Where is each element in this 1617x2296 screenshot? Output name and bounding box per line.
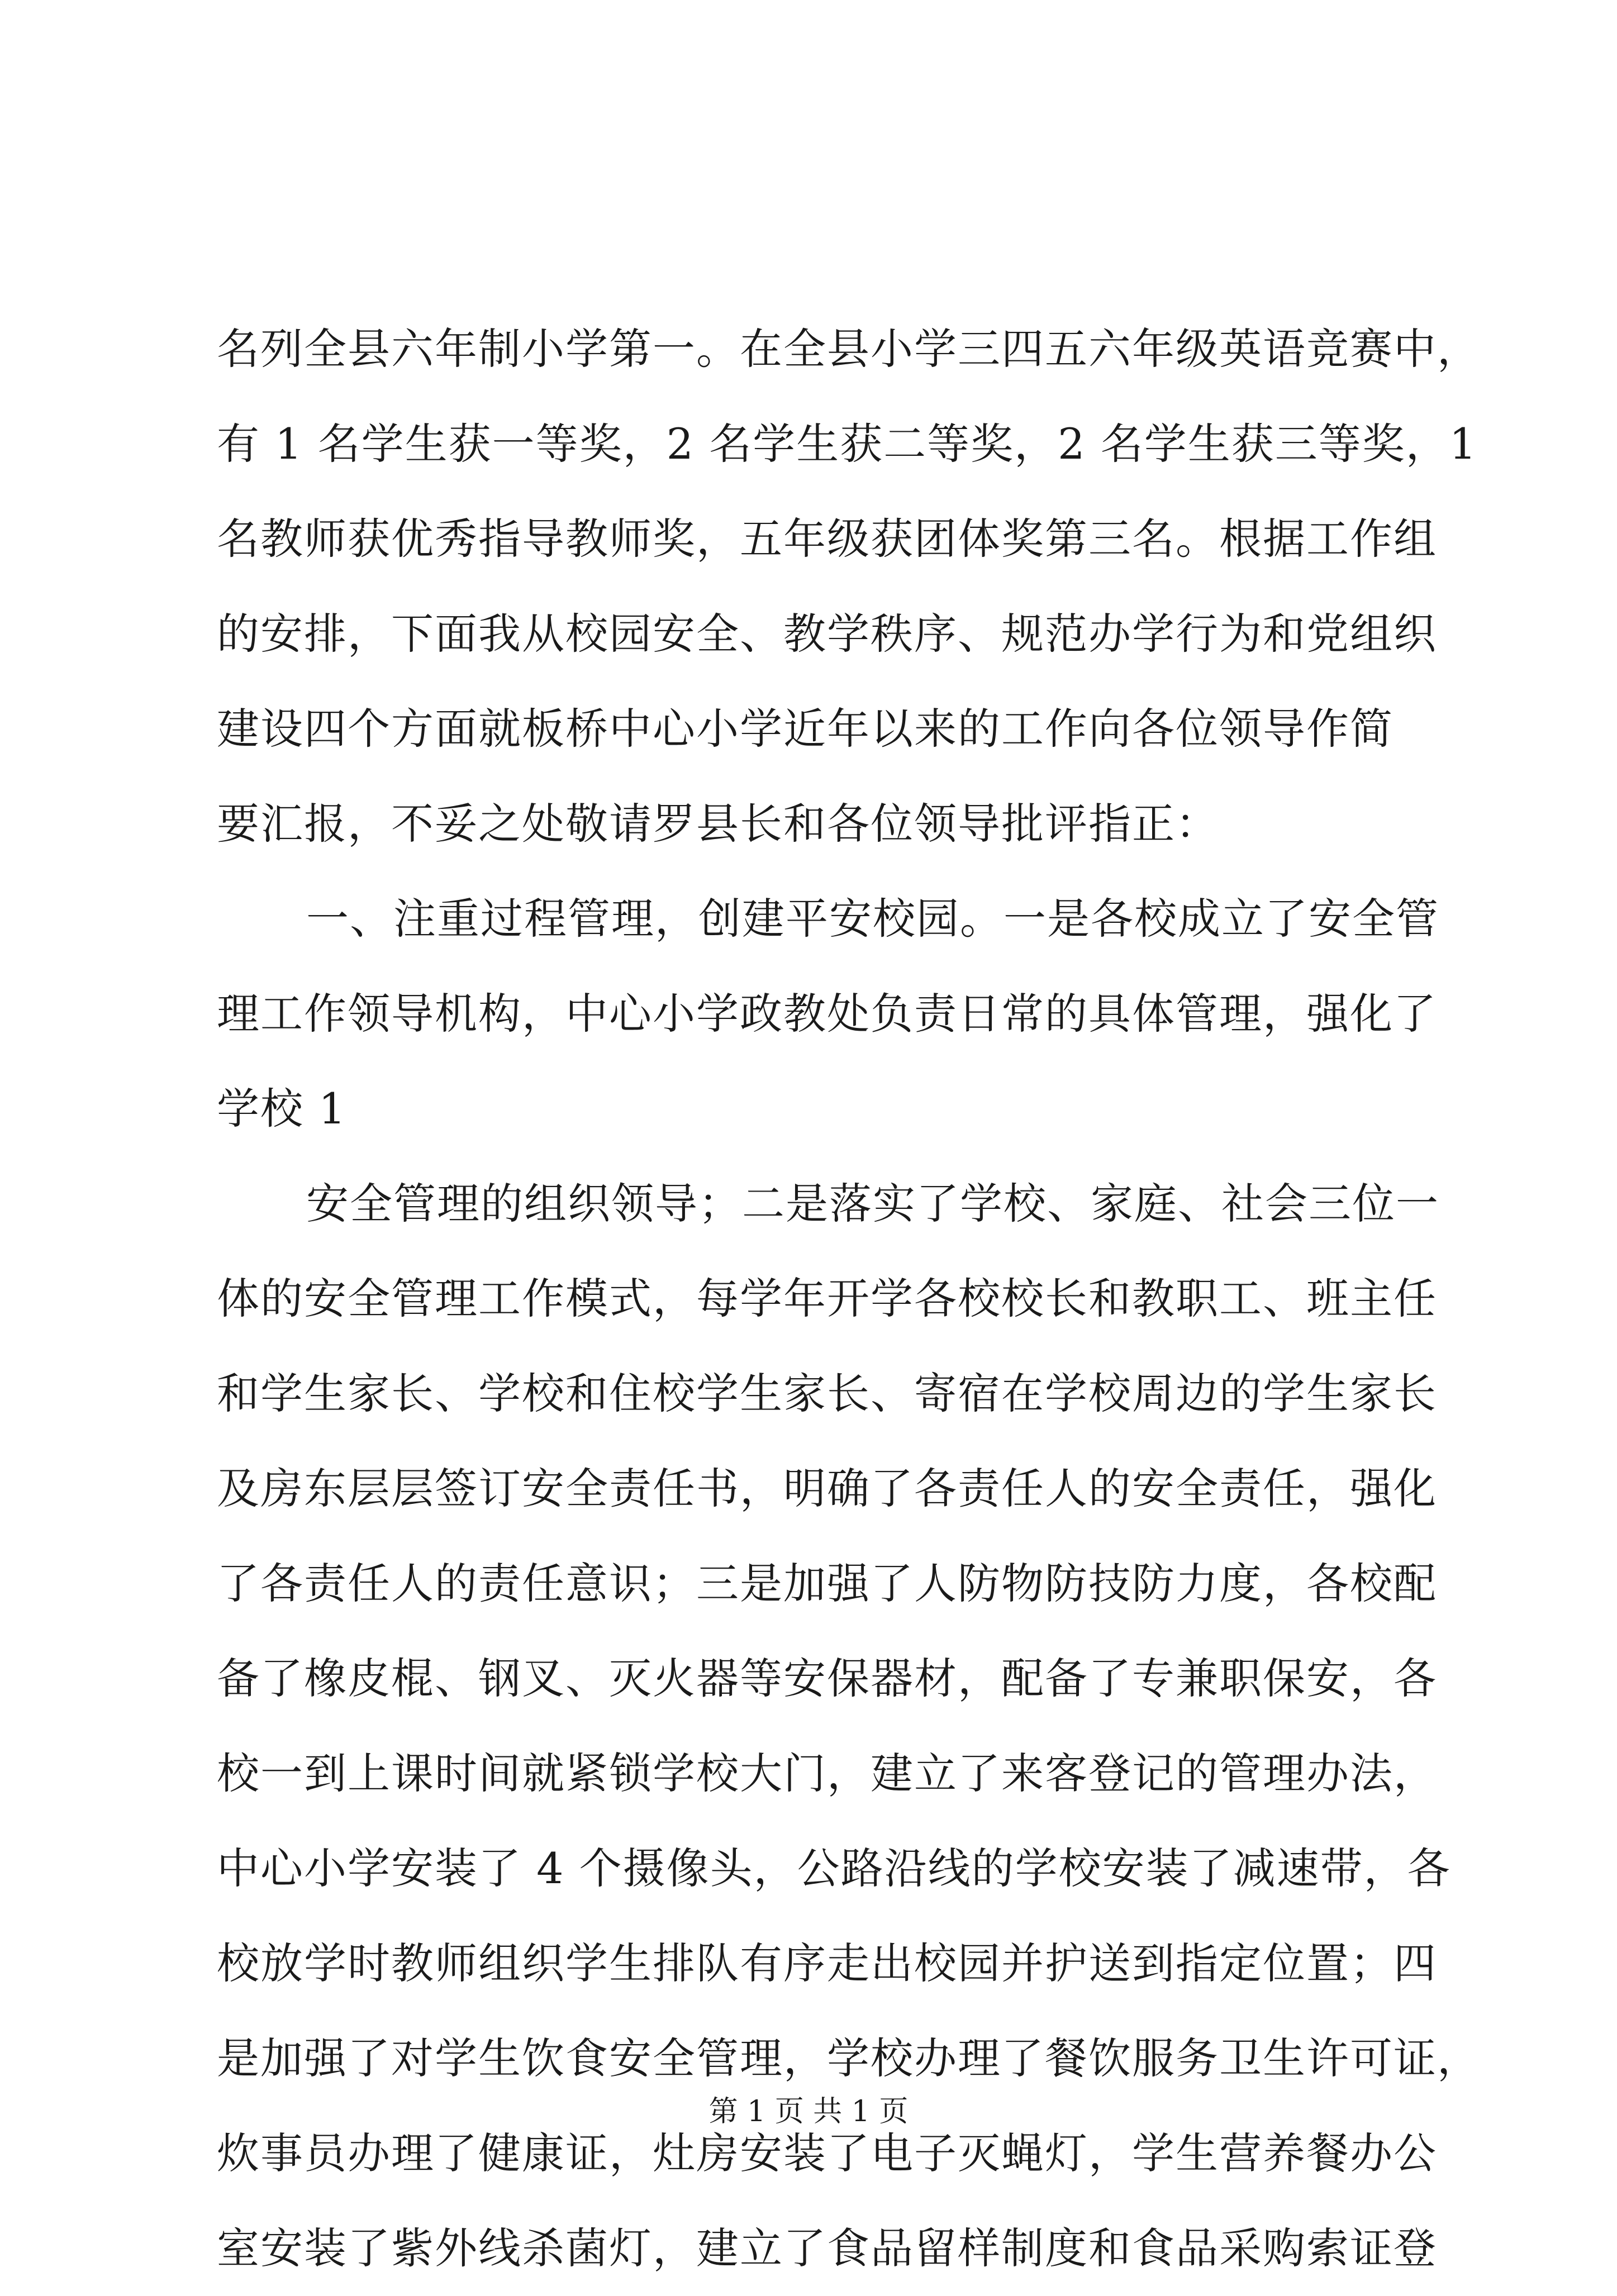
- text-line: 中心小学安装了 4 个摄像头，公路沿线的学校安装了减速带，各: [217, 1844, 1451, 1893]
- text-line: 建设四个方面就板桥中心小学近年以来的工作向各位领导作简: [217, 704, 1394, 754]
- paragraph-start-line: 安全管理的组织领导；二是落实了学校、家庭、社会三位一: [306, 1179, 1439, 1228]
- page-footer: [0, 2089, 1617, 2134]
- text-line: 室安装了紫外线杀菌灯，建立了食品留样制度和食品采购索证登: [217, 2223, 1437, 2273]
- text-line: 备了橡皮棍、钢叉、灭火器等安保器材，配备了专兼职保安，各: [217, 1654, 1437, 1703]
- page-number-label: 第 1 页 共 1 页: [708, 2095, 909, 2128]
- text-line: 校放学时教师组织学生排队有序走出校园并护送到指定位置；四: [217, 1938, 1437, 1988]
- text-line: 名教师获优秀指导教师奖，五年级获团体奖第三名。根据工作组: [217, 514, 1437, 564]
- text-line: 体的安全管理工作模式，每学年开学各校校长和教职工、班主任: [217, 1274, 1437, 1323]
- text-line: 及房东层层签订安全责任书，明确了各责任人的安全责任，强化: [217, 1464, 1437, 1513]
- text-line: 要汇报，不妥之处敬请罗县长和各位领导批评指正：: [217, 799, 1219, 849]
- text-line: 校一到上课时间就紧锁学校大门，建立了来客登记的管理办法，: [217, 1749, 1437, 1798]
- text-line: 是加强了对学生饮食安全管理，学校办理了餐饮服务卫生许可证，: [217, 2033, 1481, 2083]
- text-line: 学校 1: [217, 1084, 347, 1133]
- text-line: 炊事员办理了健康证，灶房安装了电子灭蝇灯，学生营养餐办公: [217, 2128, 1437, 2178]
- body-text: [217, 302, 1481, 2296]
- text-line: 的安排，下面我从校园安全、教学秩序、规范办学行为和党组织: [217, 609, 1437, 659]
- text-line: 名列全县六年制小学第一。在全县小学三四五六年级英语竞赛中，: [217, 324, 1481, 374]
- text-line: 有 1 名学生获一等奖，2 名学生获二等奖，2 名学生获三等奖，1: [217, 419, 1478, 469]
- section-heading-line: 一、注重过程管理，创建平安校园。一是各校成立了安全管: [306, 894, 1439, 944]
- text-line: 了各责任人的责任意识；三是加强了人防物防技防力度，各校配: [217, 1559, 1437, 1608]
- text-line: 理工作领导机构，中心小学政教处负责日常的具体管理，强化了: [217, 989, 1437, 1039]
- text-line: 和学生家长、学校和住校学生家长、寄宿在学校周边的学生家长: [217, 1369, 1437, 1418]
